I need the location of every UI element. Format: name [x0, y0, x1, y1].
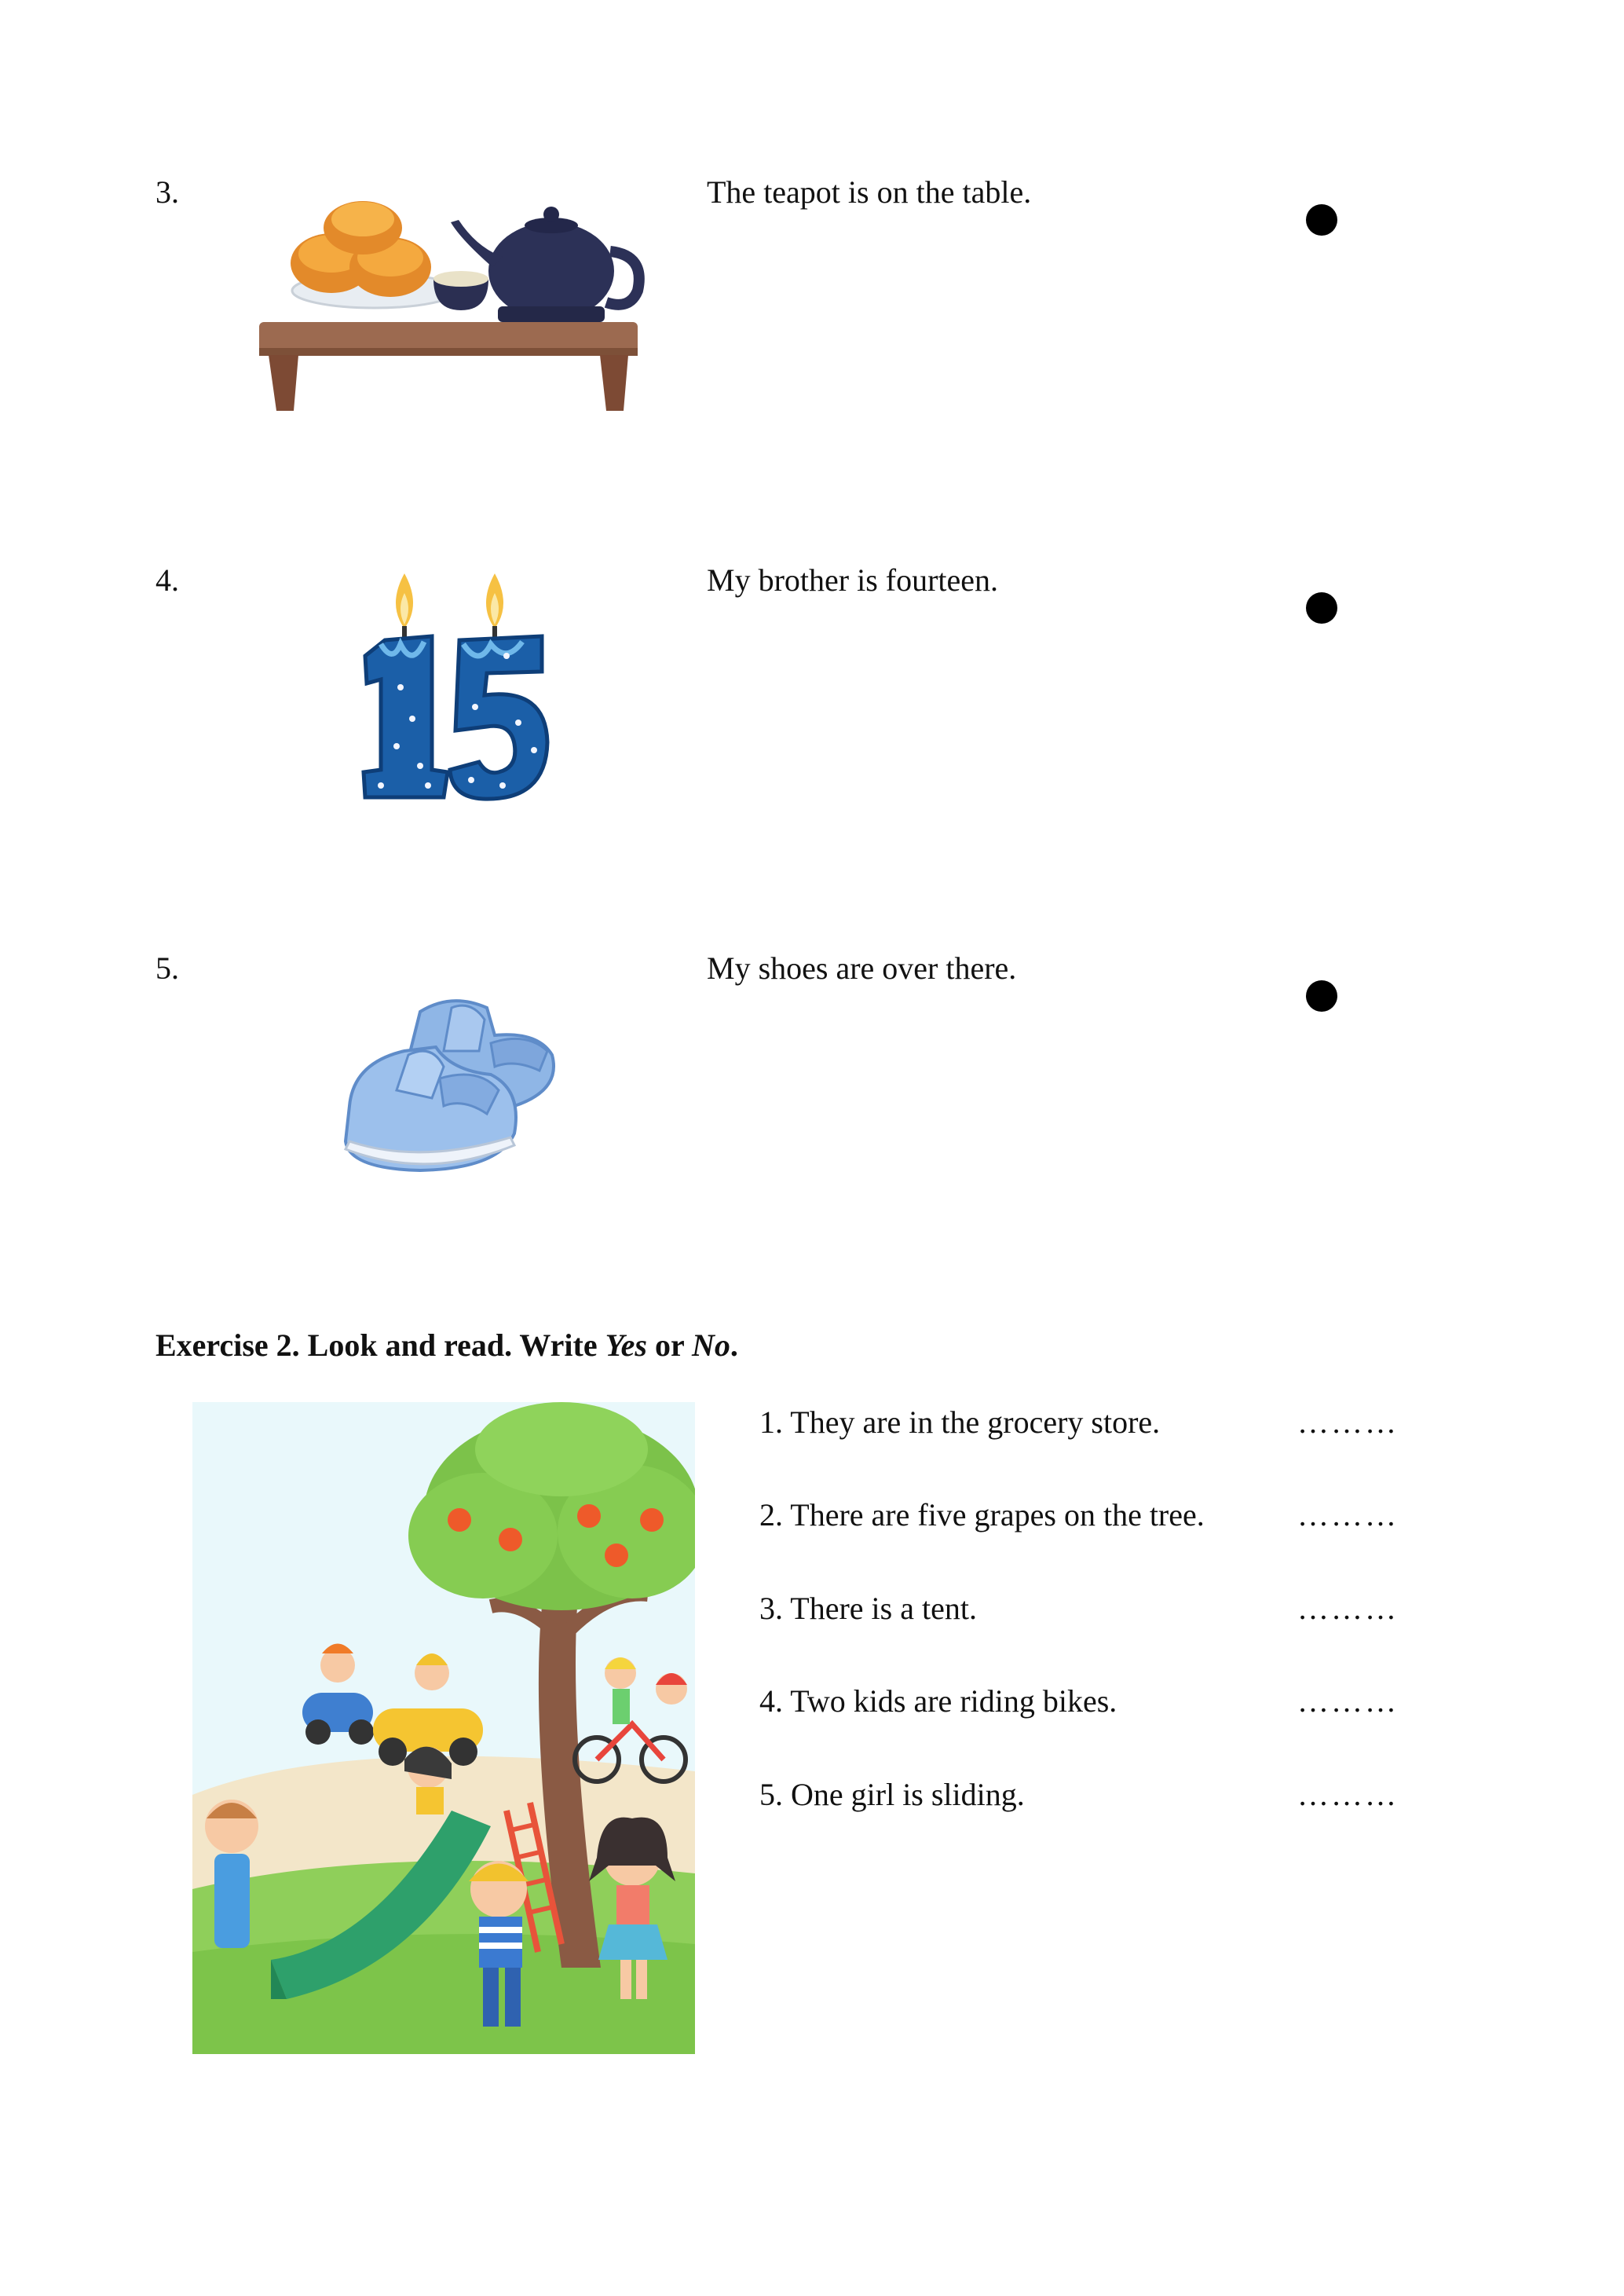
playground-picture: [192, 1402, 695, 2054]
shoes-picture: [334, 988, 569, 1181]
match-dot[interactable]: [1306, 980, 1337, 1012]
answer-blank[interactable]: ………: [1297, 1683, 1399, 1719]
answer-blank[interactable]: ………: [1297, 1404, 1399, 1440]
question-text: 3. There is a tent.: [759, 1591, 977, 1626]
item-sentence: My brother is fourteen.: [707, 562, 999, 598]
question-text: 1. They are in the grocery store.: [759, 1404, 1161, 1440]
question-text: 2. There are five grapes on the tree.: [759, 1497, 1205, 1532]
candle-15-picture: [357, 569, 554, 805]
answer-blank[interactable]: ………: [1297, 1497, 1399, 1532]
exercise-2-heading: Exercise 2. Look and read. Write Yes or No.: [155, 1327, 738, 1363]
question-text: 4. Two kids are riding bikes.: [759, 1683, 1117, 1719]
item-sentence: The teapot is on the table.: [707, 174, 1032, 210]
answer-blank[interactable]: ………: [1297, 1591, 1399, 1626]
match-dot[interactable]: [1306, 592, 1337, 624]
item-number: 3.: [155, 174, 179, 210]
item-number: 5.: [155, 950, 179, 986]
question-text: 5. One girl is sliding.: [759, 1777, 1025, 1812]
match-dot[interactable]: [1306, 204, 1337, 236]
answer-blank[interactable]: ………: [1297, 1777, 1399, 1812]
item-sentence: My shoes are over there.: [707, 950, 1017, 986]
teapot-table-picture: [253, 192, 646, 416]
item-number: 4.: [155, 562, 179, 598]
